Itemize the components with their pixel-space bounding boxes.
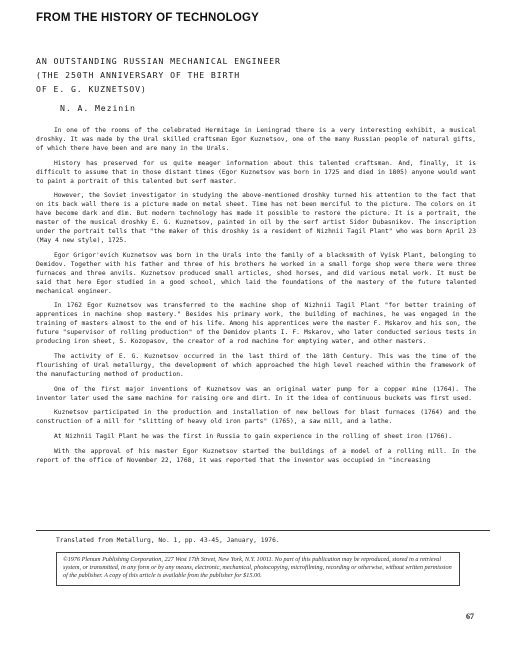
body-paragraph: History has preserved for us quite meager information about this talented craftsman. And, finally, it is difficult to assume that in those distant times (Egor Kuznetsov was born in 1725 and died in 1805) anyone would want to paint a portrait of this talented but serf master. [36,159,476,185]
body-paragraph: The activity of E. G. Kuznetsov occurred in the last third of the 18th Century. This was the time of the flourishing of Ural metallurgy, the development of which approached the high level reached within the framework of the manufacturing method of production. [36,352,476,378]
page-number: 67 [466,612,474,621]
title-line: (THE 250TH ANNIVERSARY OF THE BIRTH [36,70,241,80]
body-paragraph: Kuznetsov participated in the production and installation of new bellows for blast furnaces (1764) and the construction of a mill for "slitting of heavy old iron parts" (1765), a saw mill, and a lathe. [36,409,476,426]
author: N. A. Mezinin [60,103,136,113]
body-paragraph: In 1762 Egor Kuznetsov was transferred to the machine shop of Nizhnii Tagil Plant "for better training of apprentices in machine shop mastery." Besides his primary work, the building of machines, he was engaged in the training of masters almost to the end of his life. Among his apprentices were the master F. Mskarov and his son, the future "supervisor of rolling production" of the Demidov plants I. F. Mskarov, who later conducted serious tests in producing iron sheet, S. Kozopasov, the creator of a rod machine for emptying water, and other masters. [36,302,476,346]
section-header: FROM THE HISTORY OF TECHNOLOGY [36,12,260,24]
title-line: OF E. G. KUZNETSOV) [36,84,147,94]
body-paragraph: At Nizhnii Tagil Plant he was the first in Russia to gain experience in the rolling of sheet iron (1766). [54,433,453,441]
copyright-box: ©1976 Plenum Publishing Corporation, 227 West 17th Street, New York, N.Y. 10011. No part of this publication may be reproduced, stored in a retrieval system, or transmitted, in any form or by any means, electronic, mechanical, photocopying, microfilming, recording or otherwise, without written permission of the publisher. A copy of this article is available from the publisher for $15.00. [56,552,460,586]
footnote-divider [36,530,490,531]
article-body [36,127,476,472]
translation-note: Translated from Metallurg, No. 1, pp. 43-45, January, 1976. [56,537,280,544]
title-line: AN OUTSTANDING RUSSIAN MECHANICAL ENGINEER [36,56,281,66]
body-paragraph: With the approval of his master Egor Kuznetsov started the buildings of a model of a rolling mill. In the report of the office of November 22, 1768, it was reported that the inventor was occupied in "increasing [36,448,476,465]
body-paragraph: One of the first major inventions of Kuznetsov was an original water pump for a copper mine (1764). The inventor later used the same machine for raising ore and dirt. In it the idea of continuous buckets was first used. [36,385,476,402]
body-paragraph: Egor Grigor'evich Kuznetsov was born in the Urals into the family of a blacksmith of Vyisk Plant, belonging to Demidov. Together with his father and three of his brothers he worked in a small forge shop were there were three furnaces and three anvils. Kuznetsov produced small articles, shod horses, and did various metal work. It must be said that here Egor studied in a good school, which laid the foundations of the mastery of the future talented mechanical engineer. [36,251,476,295]
body-paragraph: In one of the rooms of the celebrated Hermitage in Leningrad there is a very interesting exhibit, a musical droshky. It was made by the Ural skilled craftsman Egor Kuznetsov, one of the many Russian people of natural gifts, of which there have been and are many in the Urals. [36,127,476,152]
article-title [36,54,281,96]
body-paragraph: However, the Soviet investigator in studying the above-mentioned droshky turned his attention to the fact that on its back wall there is a picture made on metal sheet. Time has not been merciful to the picture. The colors on it have become dark and dim. But modern technology has made it possible to restore the picture. It is a portrait, the master of the musical droshky E. G. Kuznetsov, painted in oil by the serf artist Sidor Dubasnikov. The inscription under the portrait tells that "the maker of this droshky is a resident of Nizhnii Tagil Plant" who was born April 23 (May 4 new style), 1725. [36,192,476,244]
